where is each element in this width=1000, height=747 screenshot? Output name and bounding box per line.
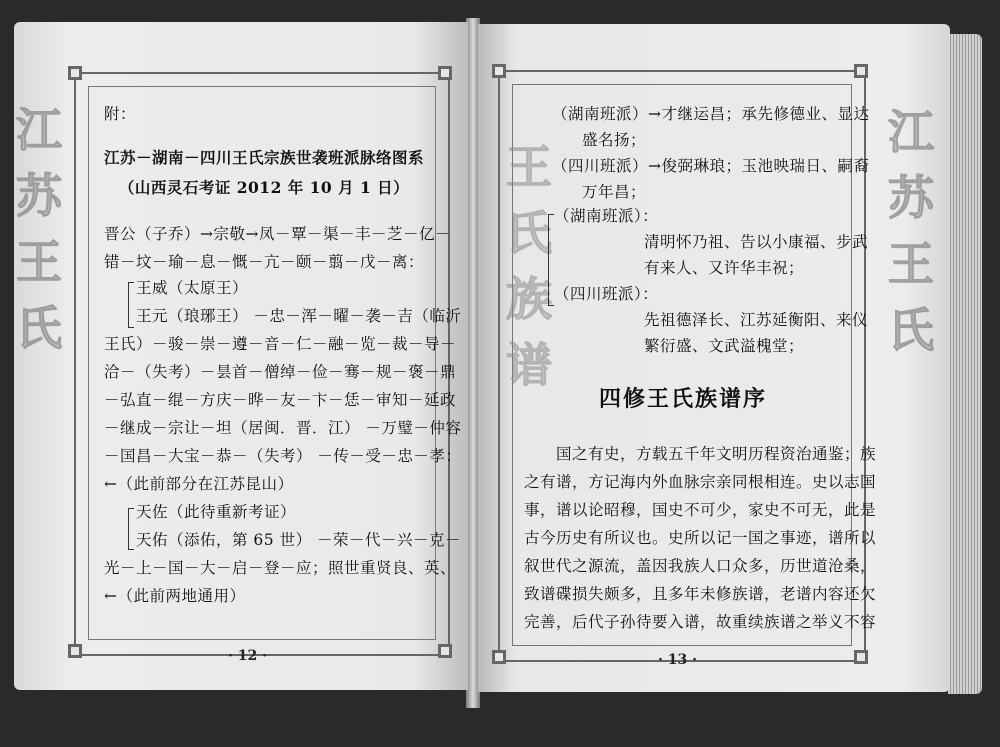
paragraph-line: 叙世代之源流，盖因我族人口众多，历世道沧桑，: [524, 557, 877, 575]
corner-ornament: [68, 644, 82, 658]
corner-ornament: [438, 644, 452, 658]
text-line: 王威（太原王）: [136, 279, 249, 297]
text-line: －弘直－绲－方庆－晔－友－卞－恁－审知－延政: [104, 391, 457, 409]
text-line: （湖南班派）→才继运昌；承先修德业、显达: [552, 105, 870, 123]
paragraph-line: 国之有史，方载五千年文明历程资治通鉴；族: [556, 445, 877, 463]
paragraph-line: 完善，后代子孙待要入谱，故重续族谱之举义不容: [524, 613, 877, 631]
page-edges: [948, 34, 982, 694]
corner-ornament: [438, 66, 452, 80]
decorative-calligraphy-left: 江 苏 王 氏: [16, 103, 62, 355]
bracket: [128, 508, 134, 550]
text-line: 繁衍盛、文武溢槐堂；: [644, 337, 805, 355]
chart-subtitle: （山西灵石考证 2012 年 10 月 1 日）: [118, 178, 410, 197]
corner-ornament: [68, 66, 82, 80]
text-line: ←（此前部分在江苏昆山）: [104, 475, 294, 493]
text-line: 光－上－国－大－启－登－应；照世重贤良、英、: [104, 559, 457, 577]
text-line: （四川班派）：: [554, 285, 659, 303]
text-line: ←（此前两地通用）: [104, 587, 246, 605]
chart-title: 江苏－湖南－四川王氏宗族世袭班派脉络图系: [103, 148, 424, 167]
section-heading: 四修王氏族谱序: [598, 386, 767, 412]
paragraph-line: 致谱碟损失颇多，且多年未修族谱，老谱内容还欠: [524, 585, 877, 603]
text-line: －继成－宗让－坦（居闽．晋．江） －万璧－仲容: [104, 419, 462, 437]
paragraph-line: 古今历史有所议也。史所以记一国之事迹，谱所以: [524, 529, 877, 547]
text-line: 天佑（添佑，第 65 世） －荣－代－兴－克－: [136, 531, 462, 549]
text-line: 有来人、又许华丰祝；: [644, 259, 805, 277]
right-page: [478, 24, 950, 692]
text-line: 天佐（此待重新考证）: [136, 503, 297, 521]
corner-ornament: [854, 64, 868, 78]
paragraph-line: 事，谱以论昭穆，国史不可少，家史不可无，此是: [524, 501, 877, 519]
appendix-label: 附：: [104, 105, 137, 123]
page-number-right: · 13 ·: [658, 652, 697, 668]
page-number-left: · 12 ·: [228, 648, 267, 664]
corner-ornament: [854, 650, 868, 664]
corner-ornament: [492, 650, 506, 664]
text-line: 清明怀乃祖、告以小康福、步武: [644, 233, 869, 251]
text-line: （四川班派）→俊弼琳琅；玉池映瑞日、嗣裔: [552, 157, 870, 175]
bracket: [128, 282, 134, 328]
left-page: [14, 22, 468, 690]
corner-ornament: [492, 64, 506, 78]
text-line: 万年昌；: [582, 183, 647, 201]
text-line: 晋公（子乔）→宗敬→凤－覃－渠－丰－芝－亿－: [104, 225, 451, 243]
text-line: 错－坟－瑜－息－慨－亢－颐－翦－戊－离：: [104, 253, 425, 271]
text-line: 王氏）－骏－崇－遵－音－仁－融－览－裁－导－: [104, 335, 457, 353]
text-line: 先祖德泽长、江苏延衡阳、来仪: [644, 311, 869, 329]
text-line: －国昌－大宝－恭－（失考） －传－受－忠－孝：: [104, 447, 462, 465]
text-line: 洽－（失考）－昙首－僧绰－俭－骞－规－褒－鼎: [104, 363, 457, 381]
text-line: 盛名扬；: [582, 131, 647, 149]
text-line: （湖南班派）：: [554, 207, 659, 225]
decorative-calligraphy-inner: 王 氏 族 谱: [506, 140, 552, 392]
decorative-calligraphy-right: 江 苏 王 氏: [888, 105, 934, 357]
paragraph-line: 之有谱，方记海内外血脉宗亲同根相连。史以志国: [524, 473, 877, 491]
text-line: 王元（琅琊王） －忠－浑－曜－袭－吉（临沂: [136, 307, 462, 325]
